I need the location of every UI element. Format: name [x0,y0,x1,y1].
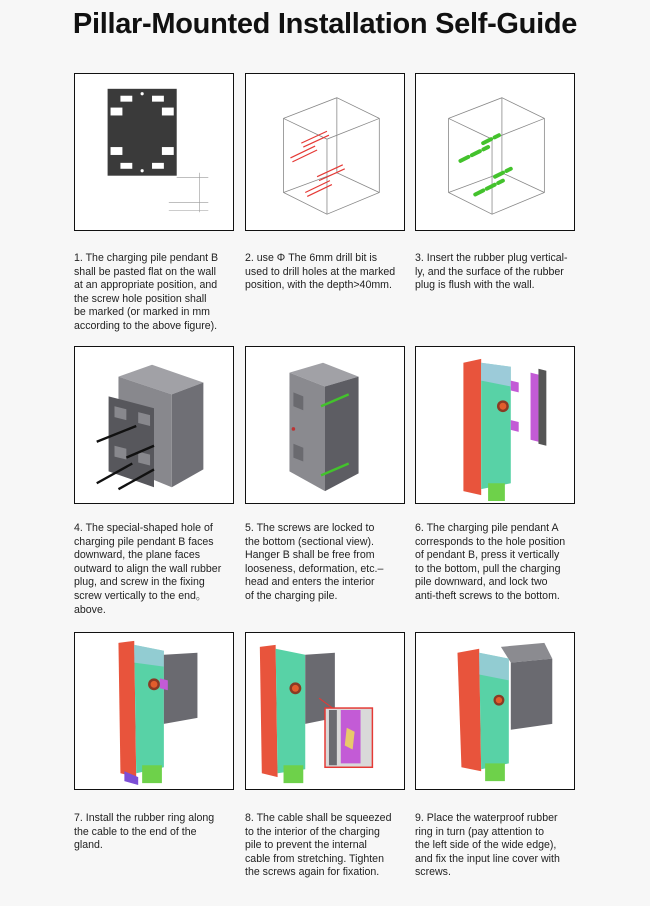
step-3-illustration [415,73,575,231]
step-1-illustration [74,73,234,231]
page-title: Pillar-Mounted Installation Self-Guide [72,8,578,40]
step-4-illustration [74,346,234,504]
pendant-screws-diagram [75,347,233,503]
step-5-caption: 5. The screws are locked to the bottom (sectional view). Hanger B shall be free from looseness, deformation, etc.– head and enters the interior of the charging pile. [245,522,384,602]
step-2-illustration [245,73,405,231]
mounting-plate-diagram [75,74,233,230]
step-1-caption: 1. The charging pile pendant B shall be pasted flat on the wall at an appropriate position, and the screw hole position shall be marked (or marked in mm according to the above figure). [74,252,219,332]
cable-squeeze-diagram [246,633,404,789]
step-7-caption: 7. Install the rubber ring along the cable to the end of the gland. [74,812,215,852]
step-5-illustration [245,346,405,504]
step-8-illustration [245,632,405,790]
rubber-ring-diagram [75,633,233,789]
step-9-caption: 9. Place the waterproof rubber ring in turn (pay attention to the left side of the wide edge), and fix the input line cover with screws. [415,812,560,879]
step-8-caption: 8. The cable shall be squeezed to the interior of the charging pile to prevent the internal cable from stretching. Tighten the screws again for fixation. [245,812,392,879]
step-3-caption: 3. Insert the rubber plug vertical- ly, and the surface of the rubber plug is flush with the wall. [415,252,568,292]
step-9-illustration [415,632,575,790]
sectional-view-diagram [246,347,404,503]
step-2-caption: 2. use Φ The 6mm drill bit is used to drill holes at the marked position, with the depth>40mm. [245,252,396,292]
waterproof-cover-diagram [416,633,574,789]
drill-holes-diagram [246,74,404,230]
step-7-illustration [74,632,234,790]
step-6-illustration [415,346,575,504]
step-4-caption: 4. The special-shaped hole of charging pile pendant B faces downward, the plane faces outward to align the wall rubber plug, and screw in the fixing screw vertically to the end。 above. [74,522,222,616]
step-6-caption: 6. The charging pile pendant A corresponds to the hole position of pendant B, press it vertically to the bottom, pull the charging pile downward, and lock two anti-theft screws to the bottom. [415,522,566,602]
charger-hanging-diagram [416,347,574,503]
rubber-plug-diagram [416,74,574,230]
